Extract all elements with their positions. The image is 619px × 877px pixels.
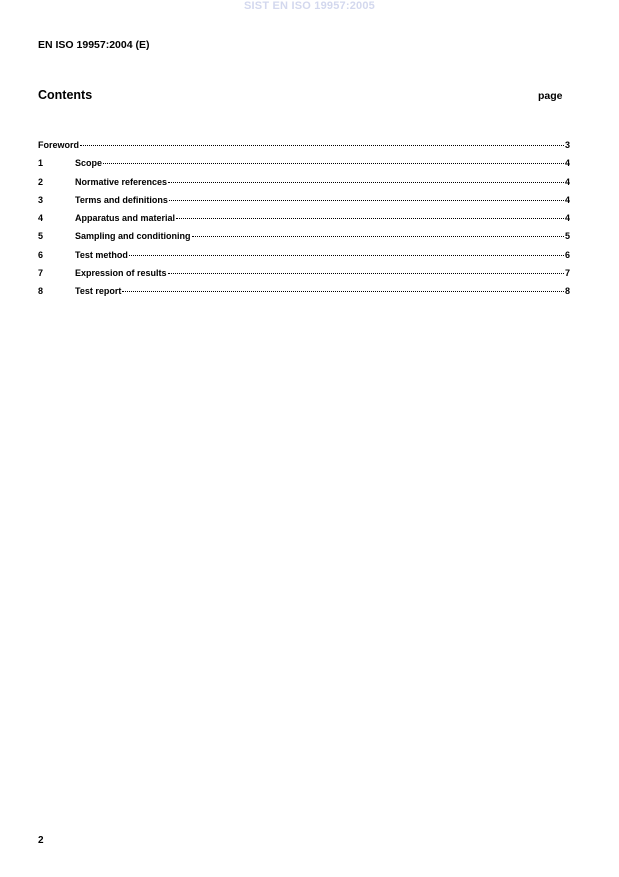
toc-dot-leader	[168, 273, 564, 274]
toc-entry-title: Scope	[75, 158, 103, 169]
toc-entry-title: Expression of results	[75, 268, 167, 279]
toc-entry-title: Foreword	[38, 140, 80, 150]
toc-entry-page: 4	[564, 158, 570, 169]
toc-entry-apparatus-and-material[interactable]	[38, 213, 570, 231]
toc-entry-number: 5	[38, 231, 44, 242]
toc-entry-title: Test method	[75, 249, 128, 260]
page-number: 2	[38, 835, 44, 846]
toc-dot-leader	[176, 218, 564, 219]
toc-dot-leader	[129, 255, 564, 256]
toc-entry-page: 8	[564, 286, 570, 297]
toc-entry-page: 6	[564, 249, 570, 260]
toc-entry-test-method[interactable]	[38, 250, 570, 268]
toc-dot-leader	[122, 291, 564, 292]
toc-dot-leader	[169, 200, 564, 201]
toc-entry-number: 1	[38, 158, 44, 169]
toc-entry-foreword[interactable]	[38, 140, 570, 158]
toc-entry-test-report[interactable]	[38, 286, 570, 304]
toc-entry-sampling-and-conditioning[interactable]	[38, 231, 570, 249]
toc-dot-leader	[80, 145, 564, 146]
toc-dot-leader	[192, 236, 564, 237]
toc-entry-number: 6	[38, 249, 44, 260]
toc-entry-number: 2	[38, 176, 44, 187]
toc-entry-page: 4	[564, 176, 570, 187]
toc-entry-page: 5	[564, 231, 570, 242]
toc-entry-page: 7	[564, 268, 570, 279]
document-id-header: EN ISO 19957:2004 (E)	[38, 39, 150, 51]
table-of-contents	[38, 140, 570, 305]
toc-entry-page: 4	[564, 213, 570, 224]
toc-entry-terms-and-definitions[interactable]	[38, 195, 570, 213]
toc-entry-number: 7	[38, 268, 44, 279]
toc-entry-number: 3	[38, 194, 44, 205]
toc-dot-leader	[103, 163, 564, 164]
toc-entry-page: 3	[564, 140, 570, 150]
contents-title: Contents	[38, 88, 93, 102]
toc-entry-title: Test report	[75, 286, 122, 297]
toc-entry-page: 4	[564, 194, 570, 205]
watermark: SIST EN ISO 19957:2005	[244, 0, 375, 12]
toc-entry-number: 8	[38, 286, 44, 297]
toc-entry-scope[interactable]	[38, 158, 570, 176]
toc-entry-title: Apparatus and material	[75, 213, 176, 224]
toc-entry-normative-references[interactable]	[38, 177, 570, 195]
toc-entry-expression-of-results[interactable]	[38, 268, 570, 286]
toc-entry-number: 4	[38, 213, 44, 224]
toc-entry-title: Sampling and conditioning	[75, 231, 191, 242]
page-column-label: page	[538, 90, 563, 102]
toc-entry-title: Terms and definitions	[75, 194, 168, 205]
toc-entry-title: Normative references	[75, 176, 168, 187]
toc-dot-leader	[168, 182, 564, 183]
